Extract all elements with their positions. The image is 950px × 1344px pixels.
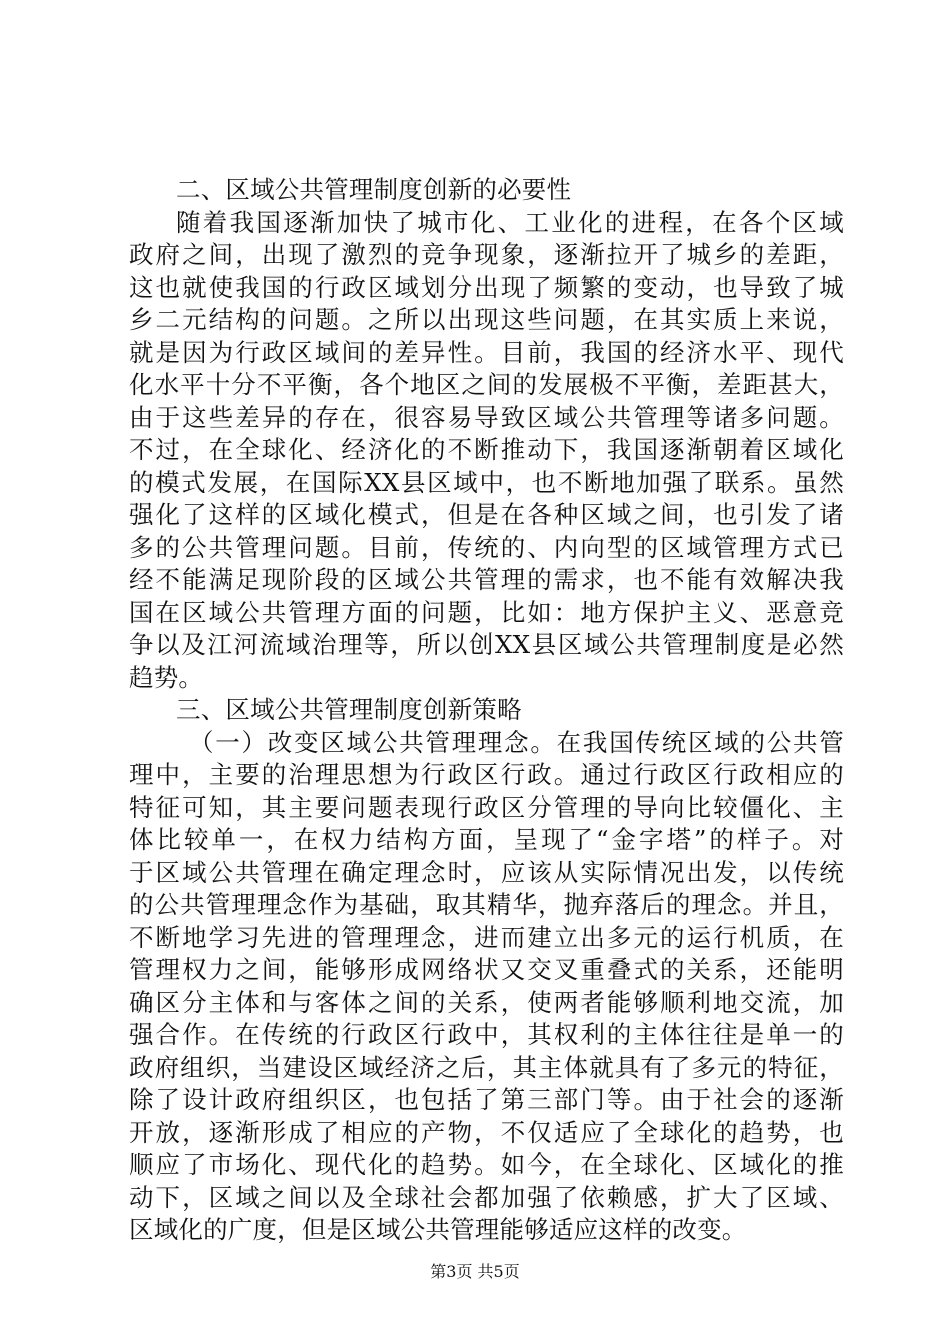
paragraph-line: 不断地学习先进的管理理念，进而建立出多元的运行机质，在 [129,922,844,952]
paragraph-line: 的模式发展，在国际XX县区域中，也不断地加强了联系。虽然 [129,467,844,497]
paragraph-line: 顺应了市场化、现代化的趋势。如今，在全球化、区域化的推 [129,1150,844,1179]
paragraph-line: 除了设计政府组织区，也包括了第三部门等。由于社会的逐渐 [129,1085,844,1114]
paragraph-line: 强化了这样的区域化模式，但是在各种区域之间，也引发了诸 [129,500,844,529]
paragraph-line: 于区域公共管理在确定理念时，应该从实际情况出发，以传统 [129,857,844,887]
paragraph-line: 乡二元结构的问题。之所以出现这些问题，在其实质上来说， [129,305,844,334]
paragraph-line: 就是因为行政区域间的差异性。目前，我国的经济水平、现代 [129,337,844,367]
paragraph-line: （一）改变区域公共管理理念。在我国传统区域的公共管 [189,727,844,757]
section-heading: 三、区域公共管理制度创新策略 [176,695,522,724]
paragraph-line: 特征可知，其主要问题表现行政区分管理的导向比较僵化、主 [129,792,844,822]
paragraph-line: 由于这些差异的存在，很容易导致区域公共管理等诸多问题。 [129,402,844,432]
paragraph-line: 不过，在全球化、经济化的不断推动下，我国逐渐朝着区域化 [129,435,844,464]
document-body [129,174,844,1247]
paragraph-line: 政府组织，当建设区域经济之后，其主体就具有了多元的特征， [129,1052,844,1082]
paragraph-line: 化水平十分不平衡，各个地区之间的发展极不平衡，差距甚大， [129,370,844,399]
page-number-label: 第3页 共5页 [430,1262,520,1281]
paragraph-line: 强合作。在传统的行政区行政中，其权利的主体往往是单一的 [129,1020,844,1049]
paragraph-line: 体比较单一，在权力结构方面，呈现了“金字塔”的样子。对 [129,825,844,854]
paragraph-line: 的公共管理理念作为基础，取其精华，抛弃落后的理念。并且， [129,890,844,919]
paragraph-line: 区域化的广度，但是区域公共管理能够适应这样的改变。 [129,1215,747,1244]
paragraph-line: 多的公共管理问题。目前，传统的、内向型的区域管理方式已 [129,532,844,562]
section-heading: 二、区域公共管理制度创新的必要性 [176,175,572,204]
paragraph-line: 趋势。 [129,662,204,692]
paragraph-line: 这也就使我国的行政区域划分出现了频繁的变动，也导致了城 [129,272,844,302]
paragraph-line: 经不能满足现阶段的区域公共管理的需求，也不能有效解决我 [129,565,844,594]
paragraph-line: 国在区域公共管理方面的问题，比如：地方保护主义、恶意竞 [129,597,844,627]
paragraph-line: 管理权力之间，能够形成网络状又交叉重叠式的关系，还能明 [129,955,844,984]
paragraph-line: 政府之间，出现了激烈的竞争现象，逐渐拉开了城乡的差距， [129,240,844,269]
paragraph-line: 开放，逐渐形成了相应的产物，不仅适应了全球化的趋势，也 [129,1117,844,1147]
paragraph-line: 争以及江河流域治理等，所以创XX县区域公共管理制度是必然 [129,630,844,659]
paragraph-line: 随着我国逐渐加快了城市化、工业化的进程，在各个区域 [176,207,844,237]
paragraph-line: 动下，区域之间以及全球社会都加强了依赖感，扩大了区域、 [129,1182,844,1212]
paragraph-line: 理中，主要的治理思想为行政区行政。通过行政区行政相应的 [129,760,844,789]
paragraph-line: 确区分主体和与客体之间的关系，使两者能够顺利地交流，加 [129,987,844,1017]
page-footer [0,1262,950,1282]
